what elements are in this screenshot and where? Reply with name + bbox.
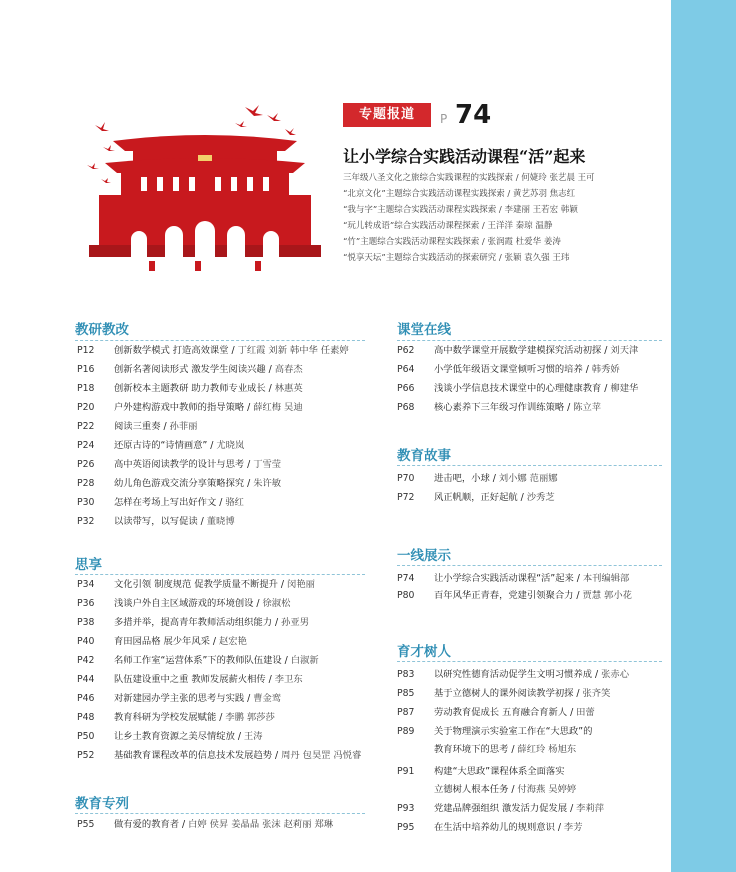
toc-entry[interactable]: P38 多措并举，提高青年教师活动组织能力 / 孙亚男	[77, 617, 309, 628]
toc-entry-continuation[interactable]: 教育环境下的思考 / 薛红玲 杨旭东	[434, 744, 577, 755]
toc-entry[interactable]: P95 在生活中培养幼儿的规则意识 / 李芳	[397, 822, 583, 833]
toc-entry[interactable]: P32 以读带写，以写促读 / 董晓博	[77, 516, 235, 527]
toc-entry[interactable]: P26 高中英语阅读教学的设计与思考 / 丁雪莹	[77, 459, 282, 470]
toc-entry[interactable]: P48 教育科研为学校发展赋能 / 李鹏 郭莎莎	[77, 712, 275, 723]
toc-entry[interactable]: P91 构建“大思政”课程体系全面落实	[397, 766, 565, 777]
section-divider	[397, 565, 662, 566]
toc-entry[interactable]: P93 党建品牌强组织 激发活力促发展 / 李莉萍	[397, 803, 605, 814]
featured-subtitle[interactable]: “我与字”主题综合实践活动课程实践探索 / 李建丽 王若宏 韩颖	[343, 205, 578, 215]
bird-icon	[101, 178, 111, 183]
featured-page-prefix: P	[440, 112, 448, 126]
section-heading-yucai: 育才树人	[397, 644, 451, 660]
featured-subtitle[interactable]: “悦享天坛”主题综合实践活动的探索研究 / 张颖 袁久强 王玮	[343, 253, 570, 263]
toc-entry[interactable]: P55 做有爱的教育者 / 白婷 侯昇 姜晶晶 张沫 赵莉丽 郑琳	[77, 819, 334, 830]
bird-icon	[103, 145, 115, 151]
toc-entry[interactable]: P62 高中数学课堂开展数学建模探究活动初探 / 刘天津	[397, 345, 639, 356]
toc-entry[interactable]: P72 风正帆顺，正好起航 / 沙秀芝	[397, 492, 555, 503]
toc-entry[interactable]: P24 还原古诗的“诗情画意” / 尤晓岚	[77, 440, 245, 451]
featured-tag: 专题报道	[343, 103, 431, 127]
section-heading-gushi: 教育故事	[397, 448, 451, 464]
featured-subtitle[interactable]: “玩儿转成语”综合实践活动课程探索 / 王洋洋 秦琼 温静	[343, 221, 553, 231]
toc-entry[interactable]: P22 阅读三重奏 / 孙菲丽	[77, 421, 198, 432]
toc-entry[interactable]: P18 创新校本主题教研 助力教师专业成长 / 林惠英	[77, 383, 303, 394]
section-heading-jiaoyan: 教研教改	[75, 322, 129, 338]
bird-icon	[267, 113, 281, 121]
toc-entry[interactable]: P66 浅谈小学信息技术课堂中的心理健康教育 / 柳建华	[397, 383, 639, 394]
section-divider	[75, 340, 365, 341]
toc-entry[interactable]: P40 育田园品格 展少年风采 / 赵宏艳	[77, 636, 247, 647]
bird-icon	[87, 163, 99, 169]
featured-page-number[interactable]: 74	[455, 100, 492, 130]
section-divider	[397, 340, 662, 341]
section-divider	[397, 661, 662, 662]
section-heading-zhanshi: 一线展示	[397, 548, 451, 564]
toc-entry[interactable]: P20 户外建构游戏中教师的指导策略 / 薛红梅 吴迪	[77, 402, 303, 413]
toc-entry[interactable]: P85 基于立德树人的课外阅读教学初探 / 张齐笑	[397, 688, 611, 699]
toc-entry[interactable]: P28 幼儿角色游戏交流分享策略探究 / 朱许敏	[77, 478, 282, 489]
featured-subtitle[interactable]: “竹”主题综合实践活动课程实践探索 / 张润霞 杜爱华 姜涛	[343, 237, 561, 247]
section-divider	[75, 813, 365, 814]
section-heading-ketang: 课堂在线	[397, 322, 451, 338]
toc-entry[interactable]: P42 名师工作室“运营体系”下的教师队伍建设 / 白淑新	[77, 655, 319, 666]
side-color-bar	[671, 0, 736, 872]
featured-subtitle[interactable]: “北京文化”主题综合实践活动课程实践探索 / 黄艺苏羽 焦志红	[343, 189, 576, 199]
toc-entry[interactable]: P46 对新建园办学主张的思考与实践 / 曹金鸾	[77, 693, 282, 704]
toc-entry[interactable]: P80 百年风华正青春，党建引领聚合力 / 贾慧 郭小花	[397, 590, 632, 601]
toc-entry[interactable]: P44 队伍建设重中之重 教师发展薪火相传 / 李卫东	[77, 674, 303, 685]
featured-title[interactable]: 让小学综合实践活动课程“活”起来	[343, 147, 586, 166]
bird-icon	[95, 122, 109, 131]
toc-entry[interactable]: P89 关于物理演示实验室工作在“大思政”的	[397, 726, 593, 737]
toc-entry[interactable]: P74 让小学综合实践活动课程“活”起来 / 本刊编辑部	[397, 573, 630, 584]
toc-entry[interactable]: P83 以研究性德育活动促学生文明习惯养成 / 张赤心	[397, 669, 629, 680]
toc-entry[interactable]: P16 创新名著阅读形式 激发学生阅读兴趣 / 高春杰	[77, 364, 303, 375]
toc-entry[interactable]: P68 核心素养下三年级习作训练策略 / 陈立苹	[397, 402, 602, 413]
section-divider	[397, 465, 662, 466]
bird-icon	[285, 128, 296, 135]
bird-icon	[245, 105, 263, 116]
section-heading-sixiang: 思享	[75, 557, 102, 573]
toc-entry[interactable]: P50 让乡土教育资源之美尽情绽放 / 王涛	[77, 731, 263, 742]
toc-entry[interactable]: P30 怎样在考场上写出好作文 / 骆红	[77, 497, 244, 508]
featured-subtitle[interactable]: 三年级八圣文化之旅综合实践课程的实践探索 / 何婕玲 张艺晨 王可	[343, 173, 595, 183]
toc-entry[interactable]: P64 小学低年级语文课堂倾听习惯的培养 / 韩秀娇	[397, 364, 620, 375]
tiananmen-illustration	[85, 95, 325, 275]
toc-entry[interactable]: P36 浅谈户外自主区域游戏的环境创设 / 徐淑松	[77, 598, 291, 609]
toc-entry[interactable]: P34 文化引领 制度规范 促教学质量不断提升 / 闵艳丽	[77, 579, 315, 590]
section-heading-zhuanlie: 教育专列	[75, 796, 129, 812]
toc-entry[interactable]: P87 劳动教育促成长 五育融合育新人 / 田蕾	[397, 707, 595, 718]
toc-entry[interactable]: P12 创新数学模式 打造高效课堂 / 丁红霞 刘新 韩中华 任素婷	[77, 345, 349, 356]
toc-entry-continuation[interactable]: 立德树人根本任务 / 付海燕 吴婷婷	[434, 784, 577, 795]
bird-icon	[235, 121, 247, 127]
section-divider	[75, 574, 365, 575]
toc-entry[interactable]: P52 基础教育课程改革的信息技术发展趋势 / 周丹 包昊罡 冯悦睿	[77, 750, 362, 761]
toc-entry[interactable]: P70 进击吧，小球 / 刘小娜 范丽娜	[397, 473, 558, 484]
